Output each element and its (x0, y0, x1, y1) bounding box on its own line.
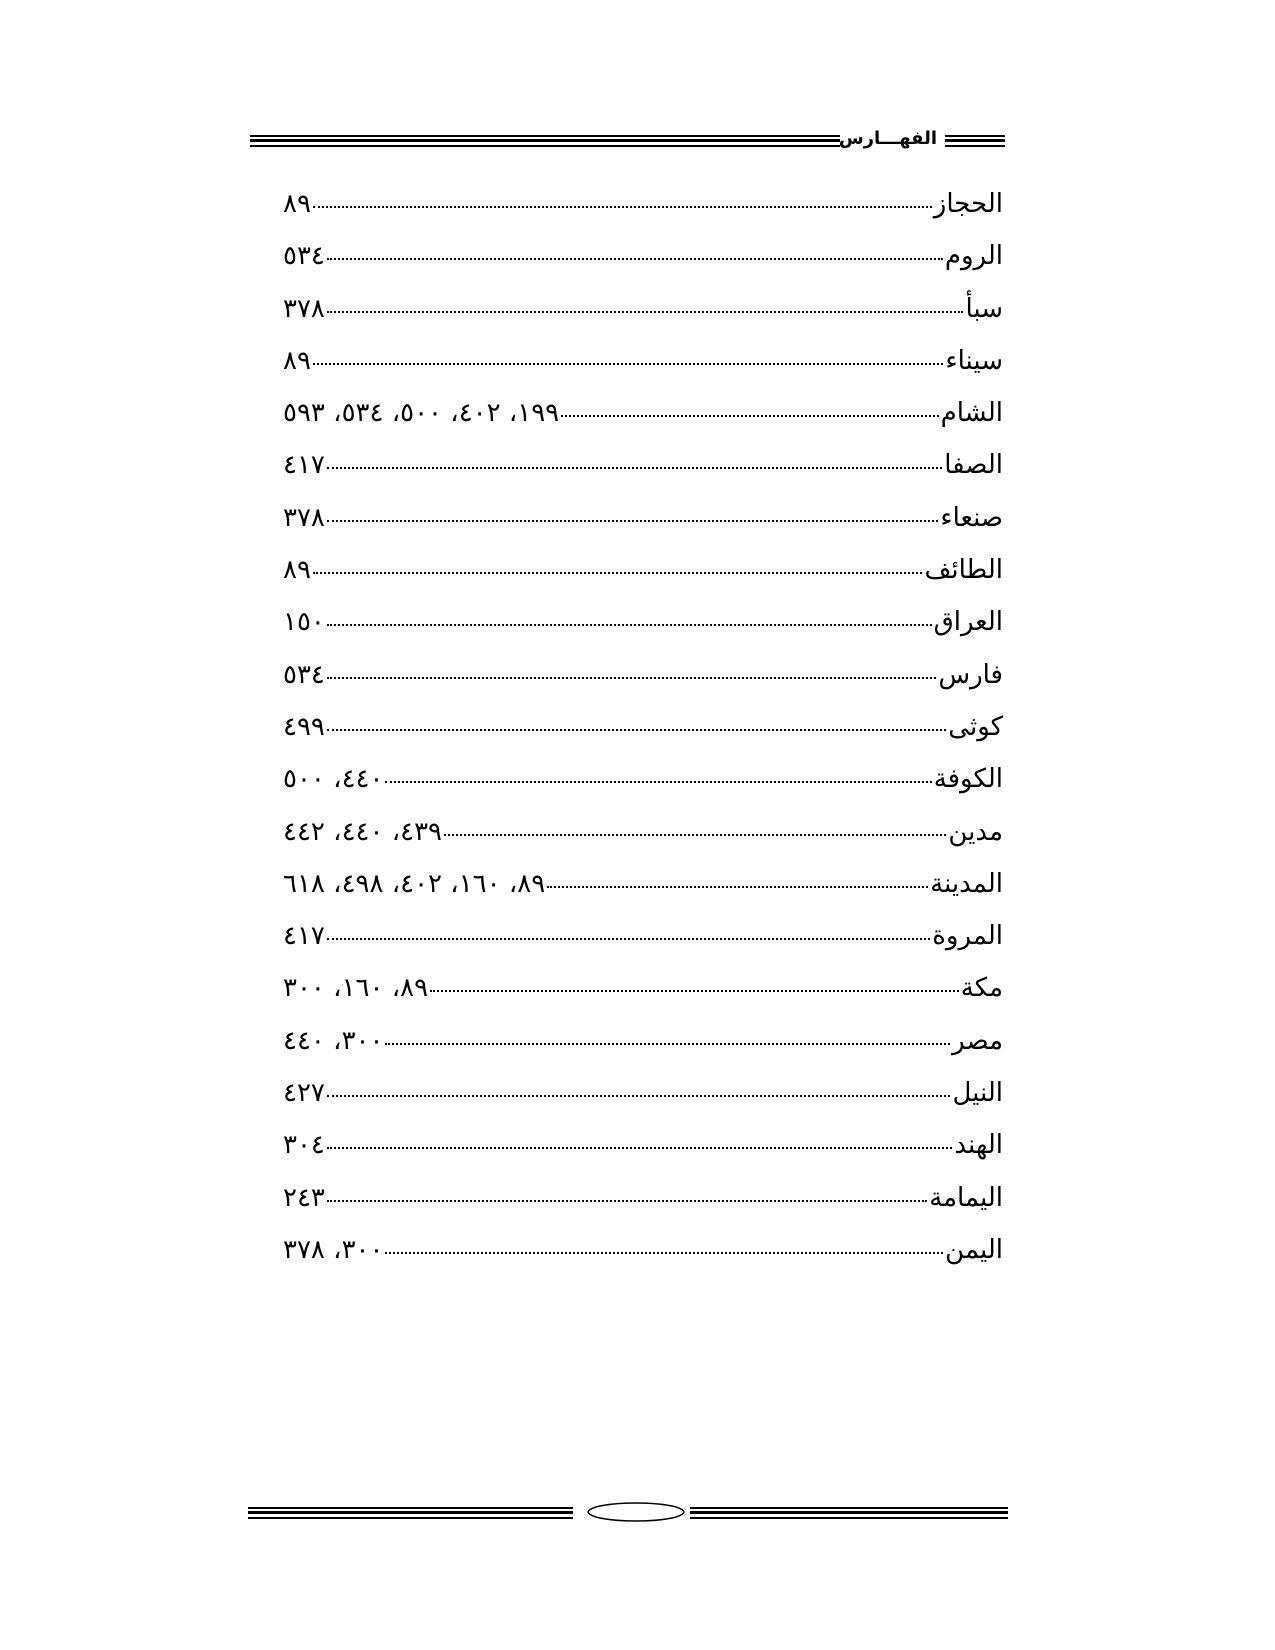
place-index-list (283, 182, 1003, 1280)
header-rule-right (945, 135, 1005, 147)
index-entry (283, 443, 1003, 495)
index-term: العراق (933, 607, 1003, 638)
dot-leader (327, 1176, 927, 1206)
dot-leader (327, 914, 930, 944)
dot-leader (313, 182, 932, 212)
index-pages: ٨٩ (283, 189, 311, 219)
index-pages: ١٩٩، ٤٠٢، ٥٠٠، ٥٣٤، ٥٩٣ (283, 398, 560, 429)
index-pages: ٨٩ (283, 345, 311, 376)
index-entry (283, 548, 1003, 600)
dot-leader (327, 653, 936, 683)
index-pages: ٣٠٤ (283, 1130, 325, 1161)
index-pages: ٣٧٨ (283, 502, 325, 533)
index-entry (283, 810, 1003, 862)
dot-leader (430, 966, 959, 996)
index-term: الحجاز (933, 189, 1003, 219)
index-entry (283, 653, 1003, 705)
dot-leader (327, 443, 942, 473)
index-term: الطائف (924, 555, 1003, 586)
page-number-oval (580, 1498, 692, 1526)
dot-leader (444, 810, 946, 840)
dot-leader (327, 600, 932, 630)
index-pages: ٥٣٤ (283, 659, 325, 690)
index-term: الشام (940, 398, 1003, 429)
dot-leader (313, 339, 943, 369)
dot-leader (385, 757, 931, 787)
index-entry (283, 287, 1003, 339)
dot-leader (313, 548, 923, 578)
page-footer (248, 1498, 1008, 1528)
running-header-title: الفهـــارس (838, 128, 937, 149)
index-term: الروم (944, 241, 1003, 272)
index-term: الكوفة (933, 764, 1003, 795)
dot-leader (327, 287, 964, 317)
index-entry (283, 182, 1003, 234)
dot-leader (385, 1019, 950, 1049)
index-term: المروة (932, 921, 1003, 952)
index-term: الهند (954, 1130, 1003, 1161)
index-term: المدينة (930, 868, 1003, 899)
footer-rule-left (248, 1507, 573, 1519)
index-term: النيل (952, 1078, 1003, 1109)
dot-leader (327, 1071, 951, 1101)
index-pages: ٨٩ (283, 555, 311, 586)
index-entry (283, 1176, 1003, 1228)
header-rule-left (250, 135, 840, 147)
index-entry (283, 391, 1003, 443)
index-pages: ٤٢٧ (283, 1078, 325, 1109)
index-entry (283, 757, 1003, 809)
index-entry (283, 1123, 1003, 1175)
index-entry (283, 862, 1003, 914)
index-term: اليمن (945, 1234, 1003, 1265)
index-pages: ٣٠٠، ٣٧٨ (283, 1234, 384, 1265)
index-entry (283, 234, 1003, 286)
index-entry (283, 1228, 1003, 1280)
dot-leader (385, 1228, 943, 1258)
index-entry (283, 339, 1003, 391)
dot-leader (327, 705, 946, 735)
dot-leader (547, 862, 928, 892)
page-header (250, 130, 1005, 154)
index-pages: ٣٠٠، ٤٤٠ (283, 1025, 384, 1056)
index-pages: ١٥٠ (283, 607, 325, 638)
index-pages: ٥٣٤ (283, 241, 325, 272)
dot-leader (327, 1123, 952, 1153)
index-term: صنعاء (940, 502, 1003, 533)
dot-leader (327, 234, 943, 264)
index-pages: ٨٩، ١٦٠، ٣٠٠ (283, 973, 429, 1004)
dot-leader (327, 496, 938, 526)
dot-leader (561, 391, 938, 421)
index-entry (283, 1071, 1003, 1123)
index-term: مكة (960, 973, 1003, 1004)
index-term: اليمامة (929, 1182, 1003, 1213)
index-term: سيناء (945, 345, 1003, 376)
index-entry (283, 600, 1003, 652)
index-term: سبأ (965, 293, 1003, 324)
index-pages: ٣٧٨ (283, 293, 325, 324)
index-term: فارس (938, 659, 1003, 690)
index-pages: ٤٩٩ (283, 711, 325, 742)
footer-rule-right (690, 1507, 1008, 1519)
index-entry (283, 1019, 1003, 1071)
index-pages: ٤٤٠، ٥٠٠ (283, 764, 384, 795)
index-term: مصر (952, 1025, 1003, 1056)
index-entry (283, 914, 1003, 966)
index-pages: ٢٤٣ (283, 1182, 325, 1213)
index-term: مدين (948, 816, 1003, 847)
index-term: الصفا (944, 450, 1003, 481)
index-entry (283, 496, 1003, 548)
index-pages: ٨٩، ١٦٠، ٤٠٢، ٤٩٨، ٦١٨ (283, 868, 546, 899)
index-pages: ٤١٧ (283, 450, 325, 481)
index-pages: ٤١٧ (283, 921, 325, 952)
index-pages: ٤٣٩، ٤٤٠، ٤٤٢ (283, 816, 443, 847)
index-entry (283, 705, 1003, 757)
index-term: كوثى (948, 711, 1003, 742)
index-entry (283, 966, 1003, 1018)
